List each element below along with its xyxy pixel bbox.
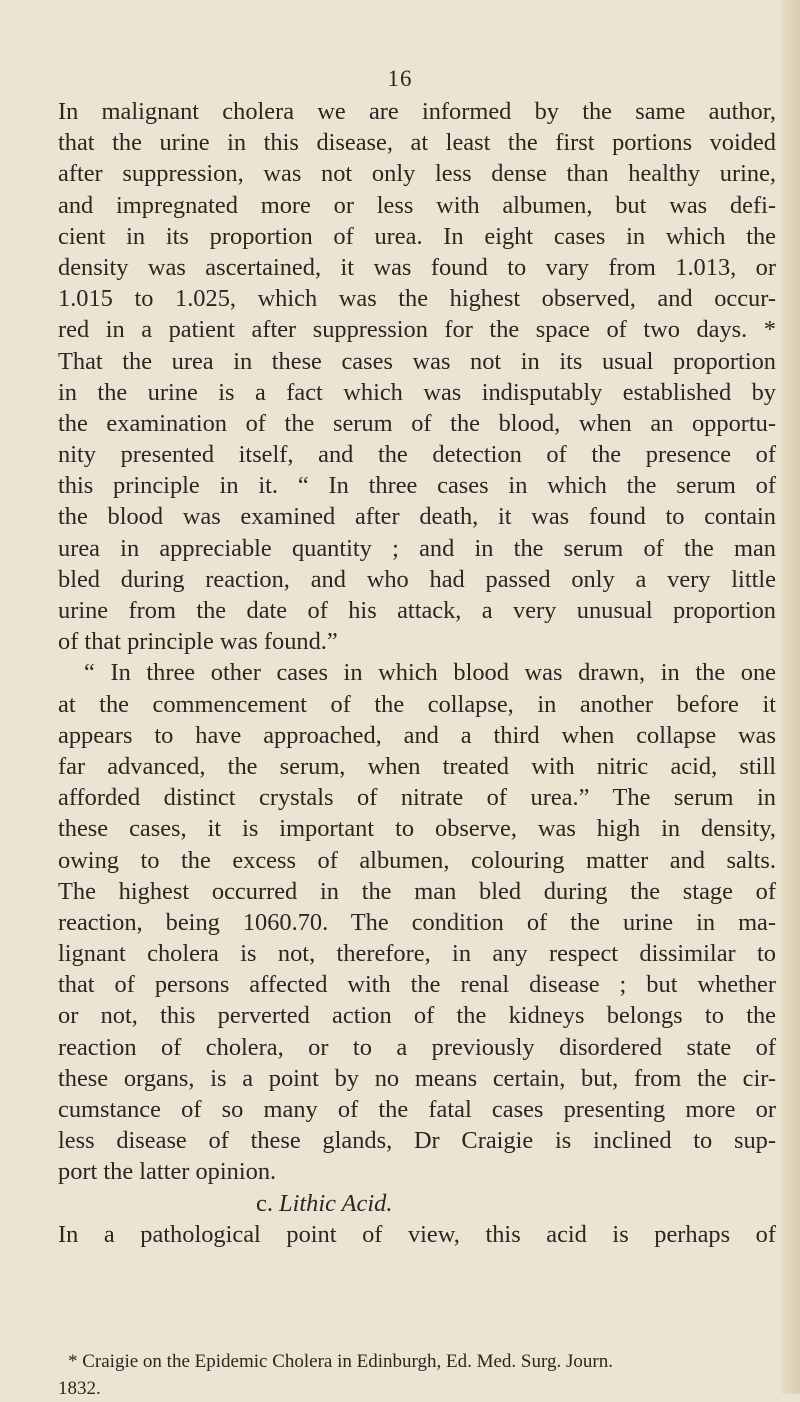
text-line: The highest occurred in the man bled during the stage of [58,877,776,905]
text-line: cumstance of so many of the fatal cases presenting more or [58,1096,776,1123]
section-heading-prefix: c. [256,1189,273,1217]
text-line: urine from the date of his attack, a very unusual proportion [58,597,776,624]
text-line: after suppression, was not only less dense than healthy urine, [58,160,776,188]
text-line: In a pathological point of view, this acid is perhaps of [58,1220,776,1248]
text-line: “ In three other cases in which blood was drawn, in the one [84,659,776,687]
text-line: urea in appreciable quantity ; and in the serum of the man [58,534,776,562]
text-line: that the urine in this disease, at least the first portions voided [58,129,776,157]
text-line: or not, this perverted action of the kidneys belongs to the [58,1002,776,1030]
text-line: less disease of these glands, Dr Craigie is inclined to sup- [58,1127,776,1155]
text-line: of that principle was found.” [58,628,338,656]
section-heading [58,1188,776,1219]
text-line: the examination of the serum of the blood, when an opportu- [58,409,776,437]
text-line: red in a patient after suppression for the space of two days. * [58,316,776,344]
text-line: nity presented itself, and the detection of the presence of [58,441,776,469]
text-line: In malignant cholera we are informed by the same author, [58,98,776,125]
text-line: far advanced, the serum, when treated with nitric acid, still [58,752,776,780]
footnote-line: * Craigie on the Epidemic Cholera in Edinburgh, Ed. Med. Surg. Journ. [68,1351,613,1372]
text-line: at the commencement of the collapse, in another before it [58,690,776,718]
text-line: reaction of cholera, or to a previously disordered state of [58,1033,776,1061]
footnote-line: 1832. [58,1378,101,1399]
page-number: 16 [387,66,413,91]
text-line: this principle in it. “ In three cases in which the serum of [58,472,776,500]
page-edge [782,0,800,1394]
text-line: bled during reaction, and who had passed only a very little [58,565,776,593]
text-line: in the urine is a fact which was indisputably established by [58,378,776,406]
text-line: that of persons affected with the renal disease ; but whether [58,971,776,999]
text-line: reaction, being 1060.70. The condition of the urine in ma- [58,908,776,936]
section-heading-title: Lithic Acid. [279,1189,393,1217]
text-line: owing to the excess of albumen, colouring matter and salts. [58,846,776,874]
text-line: That the urea in these cases was not in its usual proportion [58,347,776,375]
text-line: density was ascertained, it was found to vary from 1.013, or [58,253,776,281]
text-line: 1.015 to 1.025, which was the highest observed, and occur- [58,285,776,313]
text-line: port the latter opinion. [58,1158,277,1186]
text-line: appears to have approached, and a third when collapse was [58,721,776,749]
text-line: afforded distinct crystals of nitrate of urea.” The serum in [58,784,776,812]
text-line: these organs, is a point by no means certain, but, from the cir- [58,1064,776,1092]
text-line: cient in its proportion of urea. In eight cases in which the [58,222,776,250]
text-line: lignant cholera is not, therefore, in any respect dissimilar to [58,940,776,968]
text-line: the blood was examined after death, it was found to contain [58,503,776,531]
text-line: these cases, it is important to observe, was high in density, [58,815,776,843]
body-text [58,96,776,1250]
text-line: and impregnated more or less with albumen, but was defi- [58,191,776,219]
